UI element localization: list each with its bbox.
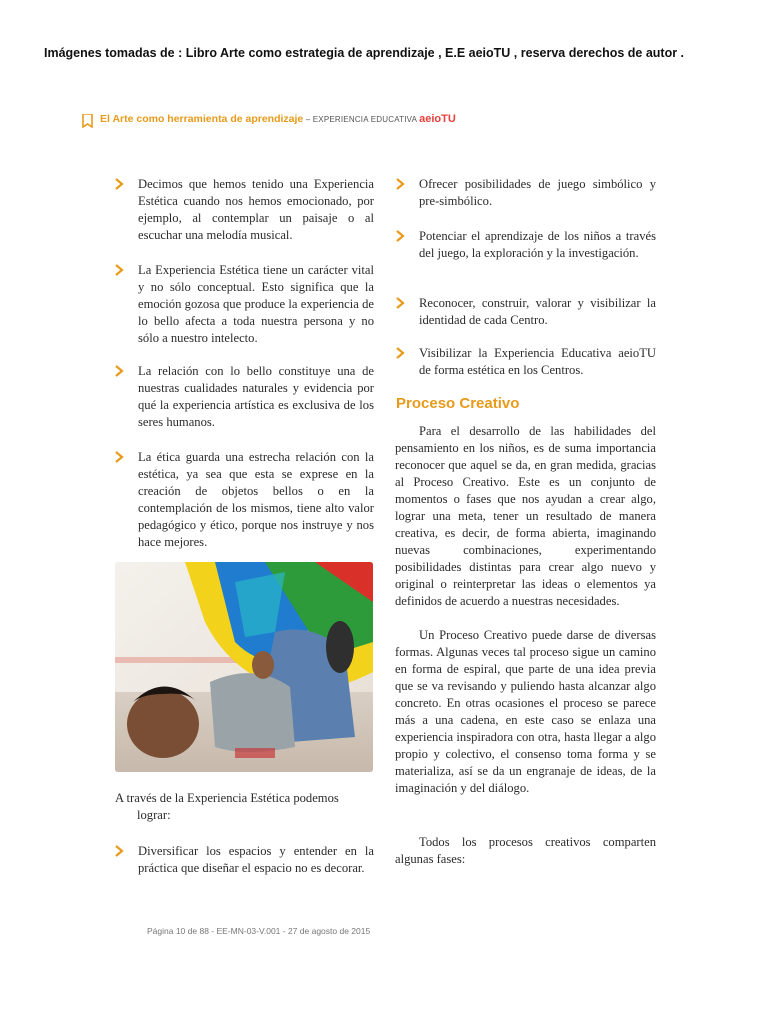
bookmark-icon: [82, 114, 93, 128]
right-bullet-text: Potenciar el aprendizaje de los niños a través del juego, la exploración y la investigación.: [419, 229, 656, 260]
chevron-right-icon: [114, 263, 124, 277]
body-paragraph: Para el desarrollo de las habilidades del pensamiento en los niños, es de suma importancia reconocer que aquel se da, en gran medida, gracias al Proceso Creativo. Este es un conjunto de momentos o fases que nos ayudan a crear algo, lograr una meta, tener un resultado de manera creativa, es decir, de forma abierta, imaginando nuevas combinaciones, experimentando posibilidades distintas para crear algo nuevo y original o reinterpretar las ideas o elementos ya definidos de acuerdo a nuestras necesidades.: [395, 424, 656, 608]
chevron-right-icon: [395, 296, 405, 310]
left-bullet-item: [138, 363, 374, 431]
left-bullet-item: [138, 176, 374, 244]
right-bullet-text: Reconocer, construir, valorar y visibilizar la identidad de cada Centro.: [419, 296, 656, 327]
left-bullet-item: [138, 262, 374, 347]
left-bullet-item: [138, 843, 374, 877]
brand-logo: [419, 113, 456, 125]
left-bullet-text: Decimos que hemos tenido una Experiencia Estética cuando nos hemos emocionado, por ejemplo, al contemplar un paisaje o al escuchar una melodía musical.: [138, 177, 374, 242]
body-paragraph: Un Proceso Creativo puede darse de diversas formas. Algunas veces tal proceso sigue un camino en forma de espiral, que parte de una idea previa que se va revisando y puliendo hasta alcanzar algo concreto. En otras ocasiones el proceso se parece más a una cadena, en este caso se enlaza una experiencia inspiradora con otra, hasta llegar a algo propio y colectivo, el consenso toma forma y se materializa, así se da un engranaje de ideas, de la imaginación y del diálogo.: [395, 628, 656, 795]
page-header: [82, 113, 522, 131]
right-bullet-text: Visibilizar la Experiencia Educativa aeioTU de forma estética en los Centros.: [419, 346, 656, 377]
header-separator: –: [303, 115, 313, 124]
right-bullet-item: [419, 228, 656, 262]
left-bullet-item: [138, 449, 374, 551]
chevron-right-icon: [114, 450, 124, 464]
left-bullet-text: Diversificar los espacios y entender en la práctica que diseñar el espacio no es decorar.: [138, 844, 374, 875]
photo-caption: [115, 790, 375, 824]
chevron-right-icon: [395, 177, 405, 191]
chevron-right-icon: [114, 844, 124, 858]
right-bullet-item: [419, 295, 656, 329]
left-bullet-text: La Experiencia Estética tiene un carácter vital y no sólo conceptual. Esto significa que la emoción gozosa que produce la experiencia de lo bello afecta a toda nuestra persona y no sólo a nuestro intelecto.: [138, 263, 374, 345]
photo-caption-line1: A través de la Experiencia Estética podemos: [115, 791, 339, 805]
right-bullet-item: [419, 176, 656, 210]
chevron-right-icon: [114, 177, 124, 191]
child-playing-photo: [115, 562, 373, 772]
right-bullet-text: Ofrecer posibilidades de juego simbólico y pre-simbólico.: [419, 177, 656, 208]
header-title-group: [100, 113, 456, 125]
image-source-caption: Imágenes tomadas de : Libro Arte como estrategia de aprendizaje , E.E aeioTU , reserva derechos de autor .: [44, 46, 685, 60]
body-paragraph: Todos los procesos creativos comparten algunas fases:: [395, 835, 656, 866]
left-bullet-text: La relación con lo bello constituye una de nuestras cualidades naturales y evidencia por qué la experiencia artística es exclusiva de los seres humanos.: [138, 364, 374, 429]
header-title: El Arte como herramienta de aprendizaje: [100, 113, 304, 125]
brand-logo-text: aeioTU: [419, 113, 456, 125]
photo-caption-line2: lograr:: [137, 808, 171, 822]
section-title: Proceso Creativo: [396, 395, 520, 412]
chevron-right-icon: [395, 346, 405, 360]
chevron-right-icon: [395, 229, 405, 243]
right-bullet-item: [419, 345, 656, 379]
page-footer: Página 10 de 88 - EE-MN-03-V.001 - 27 de agosto de 2015: [147, 926, 371, 936]
chevron-right-icon: [114, 364, 124, 378]
left-bullet-text: La ética guarda una estrecha relación con la estética, ya sea que esta se exprese en la creación de objetos bellos o en la contemplación de los mismos, tiene alto valor pedagógico y ético, porque nos instruye y nos hace mejores.: [138, 450, 374, 549]
header-subtitle: EXPERIENCIA EDUCATIVA: [312, 115, 418, 124]
